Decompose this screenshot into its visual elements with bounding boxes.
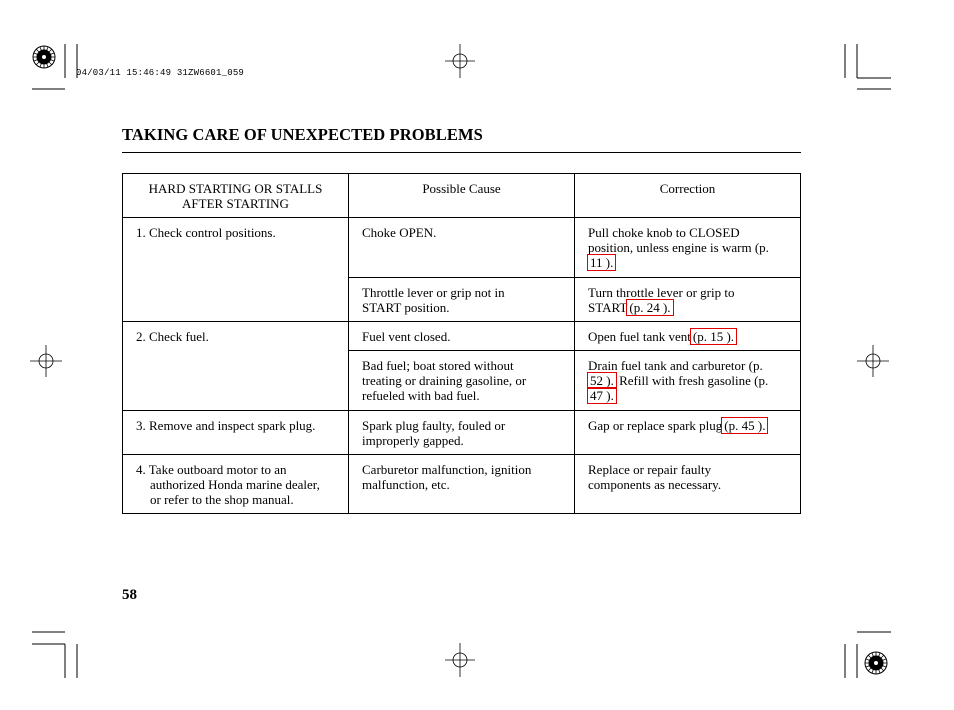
table-header-correction: Correction: [659, 181, 716, 196]
title-divider: [122, 152, 801, 153]
page-title: TAKING CARE OF UNEXPECTED PROBLEMS: [122, 125, 483, 144]
correction-replace-repair: Replace or repair faulty components as necessary.: [588, 462, 722, 492]
registration-starburst-icon: [865, 652, 887, 674]
crosshair-icon: [857, 345, 889, 377]
page-link-52[interactable]: 52 ).: [590, 373, 614, 388]
correction-fuel-vent: Open fuel tank vent (p. 15 ).: [588, 329, 735, 344]
crosshair-icon: [445, 643, 475, 677]
page-link-45[interactable]: (p. 45 ).: [724, 418, 766, 433]
registration-starburst-icon: [33, 46, 55, 68]
correction-throttle: Turn throttle lever or grip to START (p. 24 ).: [588, 285, 735, 315]
correction-choke: Pull choke knob to CLOSED position, unless engine is warm (p. 11 ).: [588, 225, 769, 270]
step-check-fuel: 2. Check fuel.: [136, 329, 209, 344]
print-timestamp: 04/03/11 15:46:49 31ZW6601_059: [76, 68, 245, 78]
crosshair-icon: [445, 44, 475, 78]
step-inspect-spark-plug: 3. Remove and inspect spark plug.: [136, 418, 316, 433]
page-link-15[interactable]: (p. 15 ).: [692, 329, 735, 344]
step-take-to-dealer: 4. Take outboard motor to an authorized Honda marine dealer, or refer to the shop manual.: [136, 462, 320, 507]
crosshair-icon: [30, 345, 62, 377]
cause-bad-fuel: Bad fuel; boat stored without treating or draining gasoline, or refueled with bad fuel.: [362, 358, 527, 403]
correction-drain-fuel: Drain fuel tank and carburetor (p. 52 ). Refill with fresh gasoline (p. 47 ).: [588, 358, 769, 403]
cause-throttle-position: Throttle lever or grip not in START position.: [362, 285, 505, 315]
step-check-controls: 1. Check control positions.: [136, 225, 276, 240]
cause-spark-plug: Spark plug faulty, fouled or improperly gapped.: [362, 418, 506, 448]
table-header-cause: Possible Cause: [422, 181, 501, 196]
page-link-11[interactable]: 11 ).: [590, 255, 614, 270]
cause-choke-open: Choke OPEN.: [362, 225, 437, 240]
table-header-problem: HARD STARTING OR STALLS AFTER STARTING: [148, 181, 323, 211]
cause-malfunction: Carburetor malfunction, ignition malfunction, etc.: [362, 462, 532, 492]
page-number: 58: [122, 587, 137, 603]
page-link-47[interactable]: 47 ).: [590, 388, 614, 403]
correction-spark-plug: Gap or replace spark plug (p. 45 ).: [588, 418, 766, 433]
page-link-24[interactable]: (p. 24 ).: [629, 300, 671, 315]
cause-fuel-vent: Fuel vent closed.: [362, 329, 451, 344]
